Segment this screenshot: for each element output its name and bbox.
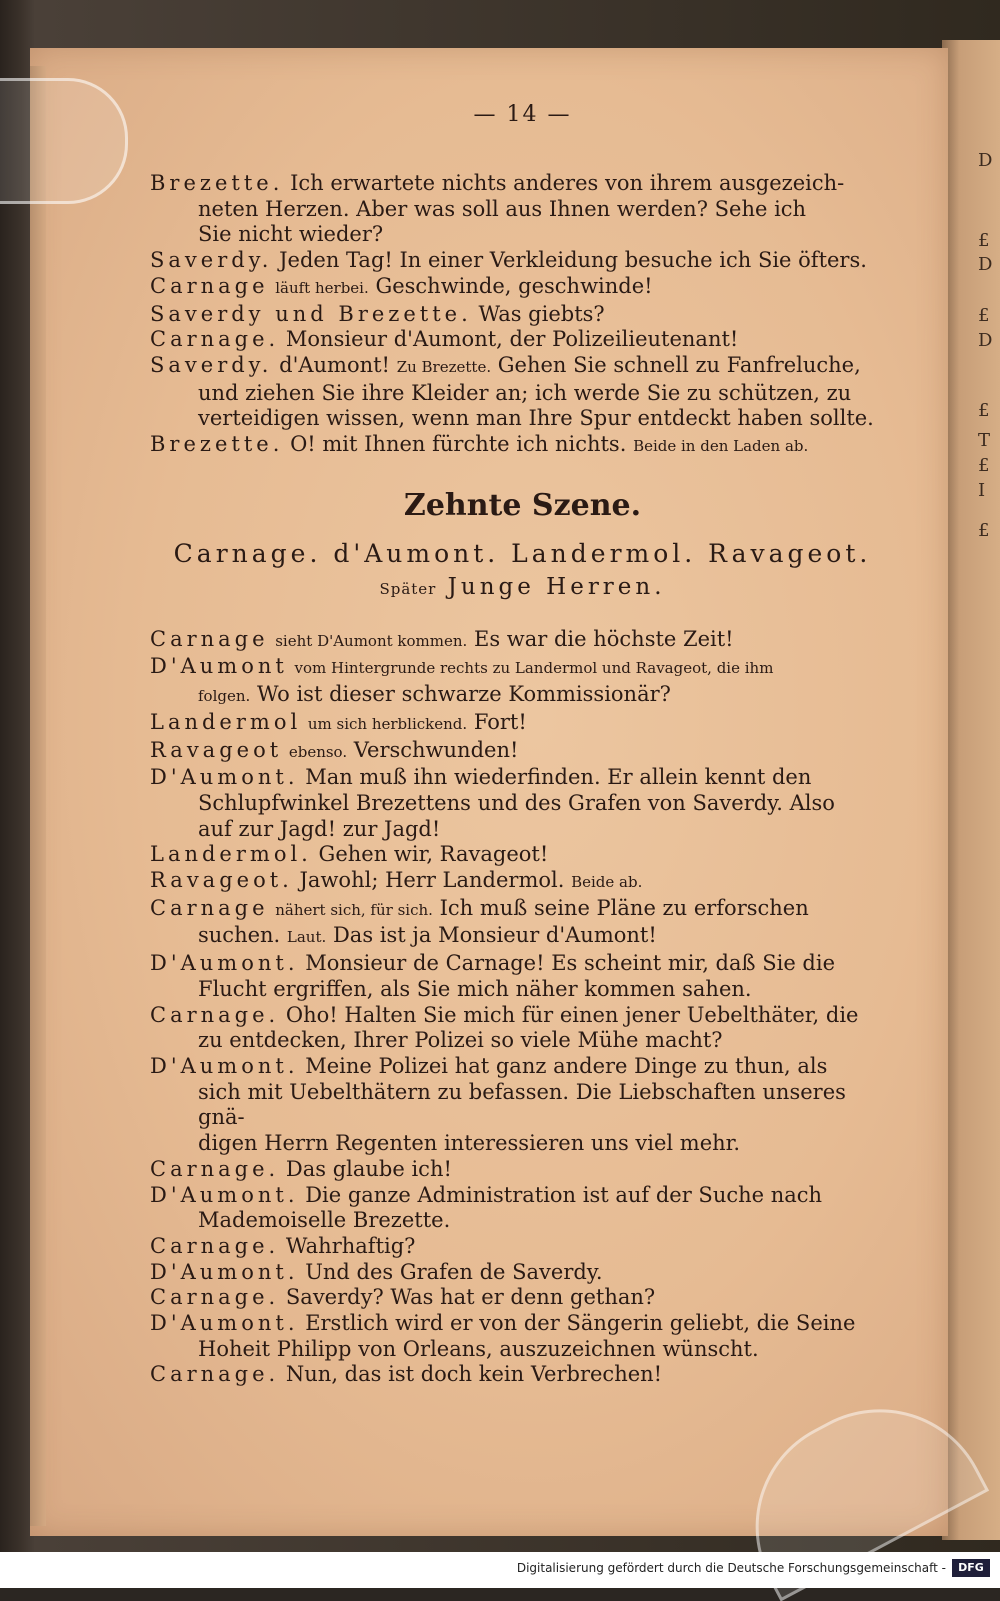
dialogue-line (150, 923, 895, 951)
line-text: Monsieur de Carnage! Es scheint mir, daß Sie die (305, 951, 836, 976)
adjacent-page-glyph: D (978, 150, 993, 171)
speaker-name: D'Aumont. (150, 765, 299, 790)
dialogue-line (150, 738, 895, 766)
dialogue-line (150, 682, 895, 710)
adjacent-page-glyph: £ (978, 455, 990, 476)
line-text: Gehen wir, Ravageot! (318, 842, 549, 867)
line-text: Schlupfwinkel Brezettens und des Grafen von Saverdy. Also (198, 790, 835, 815)
adjacent-page-glyph: £ (978, 230, 990, 251)
footer-bar (0, 1552, 1000, 1588)
line-text: d'Aumont! (279, 352, 390, 377)
line-text: Flucht ergriffen, als Sie mich näher kommen sahen. (198, 976, 752, 1001)
adjacent-page-glyph: £ (978, 520, 990, 541)
dialogue-line (150, 817, 895, 843)
later-cast: Junge Herren. (447, 573, 666, 600)
line-text: Ich erwartete nichts anderes von ihrem ausgezeich- (290, 171, 845, 195)
scene-cast-later (150, 571, 895, 605)
dialogue-line (150, 868, 895, 896)
stage-direction: nähert sich, für sich. (275, 900, 433, 919)
line-text: und ziehen Sie ihre Kleider an; ich werde Sie zu schützen, zu (198, 380, 852, 405)
line-text: Oho! Halten Sie mich für einen jener Uebelthäter, die (285, 1002, 859, 1027)
line-text: Was giebts? (478, 301, 605, 326)
stage-direction: Laut. (286, 928, 327, 947)
dialogue-line (150, 171, 895, 197)
adjacent-page-glyph: T (978, 430, 991, 451)
footer-credit: Digitalisierung gefördert durch die Deutsche Forschungsgemeinschaft - (516, 1561, 946, 1575)
dialogue-line (150, 1054, 895, 1080)
dialogue-line (150, 977, 895, 1003)
dialogue-line (150, 302, 895, 328)
stage-direction: sieht D'Aumont kommen. (275, 631, 468, 650)
line-text: Monsieur d'Aumont, der Polizeilieutenant! (285, 327, 739, 352)
line-text: Geschwinde, geschwinde! (375, 273, 653, 298)
stage-direction: Zu Brezette. (396, 357, 492, 376)
dialogue-line (150, 1131, 895, 1157)
dialogue-line (150, 1337, 895, 1363)
line-text: Verschwunden! (353, 737, 519, 762)
page-gutter (30, 66, 46, 1526)
dialogue-line (150, 627, 895, 655)
adjacent-page-glyph: D (978, 330, 993, 351)
speaker-name: D'Aumont. (150, 951, 299, 976)
speaker-name: Landermol. (150, 842, 312, 867)
dialogue-line (150, 765, 895, 791)
dialogue-line (150, 1234, 895, 1260)
line-text: Hoheit Philipp von Orleans, auszuzeichnen wünscht. (198, 1336, 759, 1361)
dialogue-line (150, 1260, 895, 1286)
line-text: digen Herrn Regenten interessieren uns viel mehr. (198, 1131, 741, 1156)
line-text: Die ganze Administration ist auf der Suche nach (305, 1182, 823, 1207)
dialogue-line (150, 654, 895, 682)
speaker-name: Carnage. (150, 1156, 280, 1181)
page-text (150, 98, 895, 1388)
speaker-name: Carnage (150, 895, 269, 920)
line-text: neten Herzen. Aber was soll aus Ihnen werden? Sehe ich (198, 196, 807, 221)
adjacent-page-glyph: I (978, 480, 986, 501)
line-text: Nun, das ist doch kein Verbrechen! (285, 1362, 663, 1387)
dialogue-line (150, 327, 895, 353)
stage-direction: um sich herblickend. (307, 714, 468, 733)
line-text: Wo ist dieser schwarze Kommissionär? (256, 682, 671, 707)
line-text: Mademoiselle Brezette. (198, 1208, 451, 1233)
line-text: Das glaube ich! (285, 1156, 452, 1181)
dfg-logo: DFG (952, 1559, 990, 1577)
line-text: auf zur Jagd! zur Jagd! (198, 816, 441, 841)
speaker-name: D'Aumont. (150, 1182, 299, 1207)
line-text: sich mit Uebelthätern zu befassen. Die Liebschaften unseres gnä- (198, 1079, 846, 1130)
adjacent-page-glyph: D (978, 254, 993, 275)
speaker-name: Saverdy und Brezette. (150, 301, 472, 326)
line-text: O! mit Ihnen fürchte ich nichts. (290, 432, 627, 457)
speaker-name: D'Aumont (150, 654, 288, 679)
adjacent-page-glyph: £ (978, 305, 990, 326)
line-text: Man muß ihn wiederfinden. Er allein kennt den (305, 765, 812, 790)
line-text: verteidigen wissen, wenn man Ihre Spur entdeckt haben sollte. (198, 406, 874, 431)
dialogue-line (150, 222, 895, 248)
dialogue-line (150, 710, 895, 738)
speaker-name: Saverdy. (150, 352, 273, 377)
glass-clip-top (0, 78, 128, 204)
dialogue-line (150, 381, 895, 407)
speaker-name: D'Aumont. (150, 1259, 299, 1284)
stage-direction: läuft herbei. (275, 278, 369, 297)
line-text: Jeden Tag! In einer Verkleidung besuche ich Sie öfters. (279, 248, 867, 273)
dialogue-line (150, 248, 895, 274)
dialogue-line (150, 1003, 895, 1029)
speaker-name: Carnage. (150, 1362, 280, 1387)
stage-direction: folgen. (198, 687, 251, 706)
dialogue-line (150, 432, 895, 460)
speaker-name: D'Aumont. (150, 1311, 299, 1336)
speaker-name: Carnage. (150, 1002, 280, 1027)
dialogue-line (150, 951, 895, 977)
stage-direction: Beide ab. (571, 873, 643, 892)
speaker-name: Carnage. (150, 327, 280, 352)
dialogue-line (150, 274, 895, 302)
stage-direction: vom Hintergrunde rechts zu Landermol und Ravageot, die ihm (294, 659, 774, 678)
dialogue-line (150, 791, 895, 817)
dialogue-line (150, 1080, 895, 1131)
dialogue-line (150, 1183, 895, 1209)
scene-cast: Carnage. d'Aumont. Landermol. Ravageot. (173, 538, 872, 568)
line-text: Wahrhaftig? (285, 1233, 416, 1258)
line-text: Es war die höchste Zeit! (473, 626, 734, 651)
line-text: Gehen Sie schnell zu Fanfreluche, (497, 352, 861, 377)
dialogue-line (150, 197, 895, 223)
speaker-name: Carnage (150, 273, 269, 298)
page-number: — 14 — (473, 102, 572, 127)
speaker-name: Ravageot. (150, 868, 293, 893)
dialogue-line (150, 1028, 895, 1054)
speaker-name: Carnage. (150, 1285, 280, 1310)
line-text: Das ist ja Monsieur d'Aumont! (332, 923, 657, 948)
speaker-name: D'Aumont. (150, 1053, 299, 1078)
dialogue-block-scene (150, 627, 895, 1388)
dialogue-line (150, 842, 895, 868)
line-text: zu entdecken, Ihrer Polizei so viele Mühe macht? (198, 1028, 723, 1053)
speaker-name: Carnage (150, 626, 269, 651)
line-text: Jawohl; Herr Landermol. (299, 868, 565, 893)
speaker-name: Saverdy. (150, 248, 273, 273)
dialogue-line (150, 1311, 895, 1337)
line-text: Fort! (473, 709, 527, 734)
speaker-name: Ravageot (150, 737, 283, 762)
speaker-name: Landermol (150, 709, 302, 734)
stage-direction: Beide in den Laden ab. (633, 437, 809, 456)
speaker-name: Brezette. (150, 171, 284, 195)
dialogue-block-before-scene (150, 171, 895, 460)
dialogue-line (150, 1208, 895, 1234)
dialogue-line (150, 353, 895, 381)
speaker-name: Brezette. (150, 432, 284, 457)
line-text: suchen. (198, 923, 281, 948)
line-text: Sie nicht wieder? (198, 222, 384, 247)
adjacent-page-glyph: £ (978, 400, 990, 421)
line-text: Und des Grafen de Saverdy. (305, 1259, 603, 1284)
dialogue-line (150, 896, 895, 924)
stage-direction: ebenso. (288, 742, 348, 761)
line-text: Ich muß seine Pläne zu erforschen (439, 895, 809, 920)
dialogue-line (150, 1362, 895, 1388)
dialogue-line (150, 406, 895, 432)
later-label: Später (379, 579, 437, 598)
dialogue-line (150, 1157, 895, 1183)
speaker-name: Carnage. (150, 1233, 280, 1258)
scene-title: Zehnte Szene. (403, 487, 642, 523)
line-text: Erstlich wird er von der Sängerin geliebt, die Seine (305, 1311, 856, 1336)
line-text: Meine Polizei hat ganz andere Dinge zu thun, als (305, 1053, 828, 1078)
line-text: Saverdy? Was hat er denn gethan? (285, 1285, 656, 1310)
dialogue-line (150, 1285, 895, 1311)
